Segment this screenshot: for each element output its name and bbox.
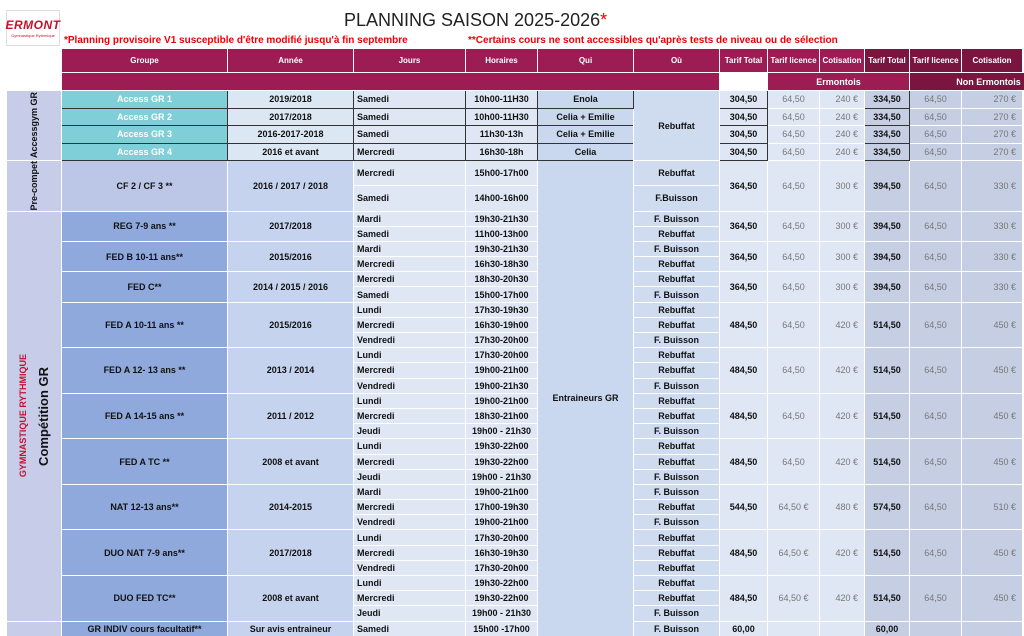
access-tarif-total-non: 334,50 bbox=[865, 143, 910, 161]
group-tarif-total: 484,50 bbox=[720, 576, 768, 622]
group-tarif-total: 364,50 bbox=[720, 161, 768, 212]
header-ou: Où bbox=[634, 49, 720, 73]
access-tarif-total: 304,50 bbox=[720, 91, 768, 109]
group-name: FED C** bbox=[62, 272, 228, 302]
access-groupe: Access GR 3 bbox=[62, 126, 228, 144]
access-horaires: 10h00-11H30 bbox=[466, 108, 538, 126]
group-cotisation-non: 510 € bbox=[962, 484, 1023, 530]
session-horaire: 19h30-21h30 bbox=[466, 241, 538, 256]
group-tarif-total-non: 514,50 bbox=[865, 302, 910, 348]
session-horaire: 17h30-19h30 bbox=[466, 302, 538, 317]
session-lieu: Rebuffat bbox=[634, 560, 720, 575]
session-lieu: F. Buisson bbox=[634, 333, 720, 348]
header-tarif-total-non: Tarif Total bbox=[865, 49, 910, 73]
access-tarif-total: 304,50 bbox=[720, 143, 768, 161]
header-tarif-licence: Tarif licence bbox=[768, 49, 820, 73]
session-horaire: 19h30-21h30 bbox=[466, 211, 538, 226]
access-tarif-licence: 64,50 bbox=[768, 91, 820, 109]
session-row bbox=[7, 272, 1024, 287]
access-tarif-licence: 64,50 bbox=[768, 143, 820, 161]
session-jour: Lundi bbox=[354, 393, 466, 408]
group-cotisation: 480 € bbox=[820, 484, 865, 530]
session-lieu: F. Buisson bbox=[634, 469, 720, 484]
side-precompet-label bbox=[7, 161, 62, 212]
header-horaires: Horaires bbox=[466, 49, 538, 73]
session-jour: Mardi bbox=[354, 241, 466, 256]
session-row bbox=[7, 439, 1024, 454]
group-tarif-licence-non: 64,50 bbox=[910, 302, 962, 348]
header-qui: Qui bbox=[538, 49, 634, 73]
group-cotisation: 420 € bbox=[820, 530, 865, 576]
access-jours: Mercredi bbox=[354, 143, 466, 161]
group-tarif-licence-non: 64,50 bbox=[910, 439, 962, 485]
group-tarif-total: 484,50 bbox=[720, 302, 768, 348]
session-horaire: 19h00-21h00 bbox=[466, 363, 538, 378]
group-tarif-licence-non: 64,50 bbox=[910, 484, 962, 530]
side-precompet-text: Pre-compet bbox=[29, 161, 39, 211]
session-jour: Mercredi bbox=[354, 591, 466, 606]
group-name: CF 2 / CF 3 ** bbox=[62, 161, 228, 212]
group-tarif-licence-non: 64,50 bbox=[910, 241, 962, 271]
session-jour: Jeudi bbox=[354, 424, 466, 439]
access-tarif-licence-non: 64,50 bbox=[910, 91, 962, 109]
title-star: * bbox=[600, 10, 608, 30]
group-tarif-total-non: 394,50 bbox=[865, 161, 910, 212]
qui-entraineurs: Entraineurs GR bbox=[538, 161, 634, 636]
access-annee: 2016 et avant bbox=[228, 143, 354, 161]
session-horaire: 17h30-20h00 bbox=[466, 530, 538, 545]
session-horaire: 15h00-17h00 bbox=[466, 161, 538, 186]
session-horaire: 19h30-22h00 bbox=[466, 439, 538, 454]
group-tarif-total-non: 514,50 bbox=[865, 576, 910, 622]
access-row bbox=[7, 91, 1024, 109]
access-cotisation: 240 € bbox=[820, 91, 865, 109]
indiv-tarif-total-non: 60,00 bbox=[865, 621, 910, 636]
session-horaire: 19h30-22h00 bbox=[466, 576, 538, 591]
group-cotisation: 420 € bbox=[820, 348, 865, 394]
access-qui: Celia + Emilie bbox=[538, 108, 634, 126]
access-tarif-total-non: 334,50 bbox=[865, 126, 910, 144]
header-annee: Année bbox=[228, 49, 354, 73]
session-jour: Mercredi bbox=[354, 408, 466, 423]
session-lieu: F. Buisson bbox=[634, 606, 720, 621]
group-cotisation: 420 € bbox=[820, 302, 865, 348]
group-cotisation: 420 € bbox=[820, 393, 865, 439]
access-cotisation-non: 270 € bbox=[962, 108, 1023, 126]
group-name: FED B 10-11 ans** bbox=[62, 241, 228, 271]
session-lieu: Rebuffat bbox=[634, 530, 720, 545]
access-row bbox=[7, 143, 1024, 161]
side-competition-label bbox=[7, 211, 62, 621]
group-tarif-total: 484,50 bbox=[720, 393, 768, 439]
title-text: PLANNING SAISON 2025-2026 bbox=[344, 10, 601, 30]
group-tarif-licence-non: 64,50 bbox=[910, 530, 962, 576]
session-lieu: Rebuffat bbox=[634, 302, 720, 317]
header-jours: Jours bbox=[354, 49, 466, 73]
session-lieu: Rebuffat bbox=[634, 272, 720, 287]
group-tarif-total-non: 574,50 bbox=[865, 484, 910, 530]
access-tarif-licence: 64,50 bbox=[768, 108, 820, 126]
indiv-tarif-total: 60,00 bbox=[720, 621, 768, 636]
group-tarif-total-non: 514,50 bbox=[865, 393, 910, 439]
group-cotisation-non: 450 € bbox=[962, 393, 1023, 439]
group-tarif-total: 484,50 bbox=[720, 348, 768, 394]
access-cotisation-non: 270 € bbox=[962, 126, 1023, 144]
session-jour: Lundi bbox=[354, 530, 466, 545]
session-jour: Jeudi bbox=[354, 606, 466, 621]
access-row bbox=[7, 126, 1024, 144]
session-horaire: 17h30-20h00 bbox=[466, 348, 538, 363]
indiv-row bbox=[7, 621, 1024, 636]
access-groupe: Access GR 2 bbox=[62, 108, 228, 126]
group-cotisation: 420 € bbox=[820, 576, 865, 622]
session-horaire: 16h30-19h00 bbox=[466, 317, 538, 332]
group-cotisation: 300 € bbox=[820, 241, 865, 271]
session-lieu: F. Buisson bbox=[634, 378, 720, 393]
group-name: DUO NAT 7-9 ans** bbox=[62, 530, 228, 576]
group-annee: 2008 et avant bbox=[228, 439, 354, 485]
session-horaire: 19h30-22h00 bbox=[466, 591, 538, 606]
session-lieu: Rebuffat bbox=[634, 545, 720, 560]
session-jour: Mercredi bbox=[354, 272, 466, 287]
session-lieu: Rebuffat bbox=[634, 500, 720, 515]
subheader-blank bbox=[7, 73, 62, 91]
group-cotisation-non: 450 € bbox=[962, 302, 1023, 348]
page-title bbox=[344, 10, 607, 31]
session-lieu: F. Buisson bbox=[634, 424, 720, 439]
session-jour: Vendredi bbox=[354, 378, 466, 393]
group-tarif-licence: 64,50 € bbox=[768, 576, 820, 622]
session-lieu: F.Buisson bbox=[634, 186, 720, 211]
header-cotisation-non: Cotisation bbox=[962, 49, 1023, 73]
access-qui: Celia + Emilie bbox=[538, 126, 634, 144]
session-horaire: 19h00-21h00 bbox=[466, 515, 538, 530]
session-jour: Lundi bbox=[354, 439, 466, 454]
group-annee: 2008 et avant bbox=[228, 576, 354, 622]
group-tarif-licence: 64,50 bbox=[768, 439, 820, 485]
indiv-horaires: 15h00 -17h00 bbox=[466, 621, 538, 636]
group-tarif-licence-non: 64,50 bbox=[910, 161, 962, 212]
session-jour: Mardi bbox=[354, 211, 466, 226]
session-jour: Mardi bbox=[354, 484, 466, 499]
group-name: FED A 14-15 ans ** bbox=[62, 393, 228, 439]
session-horaire: 17h00-19h30 bbox=[466, 500, 538, 515]
session-horaire: 19h00 - 21h30 bbox=[466, 424, 538, 439]
access-annee: 2019/2018 bbox=[228, 91, 354, 109]
group-cotisation: 300 € bbox=[820, 161, 865, 212]
group-tarif-licence: 64,50 € bbox=[768, 484, 820, 530]
access-groupe: Access GR 1 bbox=[62, 91, 228, 109]
group-tarif-total-non: 514,50 bbox=[865, 439, 910, 485]
group-tarif-licence-non: 64,50 bbox=[910, 576, 962, 622]
session-lieu: Rebuffat bbox=[634, 226, 720, 241]
session-jour: Lundi bbox=[354, 302, 466, 317]
access-qui: Celia bbox=[538, 143, 634, 161]
indiv-groupe: GR INDIV cours facultatif** bbox=[62, 621, 228, 636]
session-row bbox=[7, 302, 1024, 317]
session-jour: Vendredi bbox=[354, 515, 466, 530]
access-tarif-total: 304,50 bbox=[720, 126, 768, 144]
group-tarif-licence: 64,50 bbox=[768, 393, 820, 439]
indiv-cotisation bbox=[820, 621, 865, 636]
session-lieu: Rebuffat bbox=[634, 576, 720, 591]
session-horaire: 15h00-17h00 bbox=[466, 287, 538, 302]
group-tarif-licence: 64,50 bbox=[768, 302, 820, 348]
header-tarif-total: Tarif Total bbox=[720, 49, 768, 73]
session-jour: Mercredi bbox=[354, 545, 466, 560]
session-lieu: F. Buisson bbox=[634, 287, 720, 302]
logo-text: ERMONT bbox=[5, 18, 61, 32]
group-tarif-licence: 64,50 bbox=[768, 211, 820, 241]
group-tarif-total: 484,50 bbox=[720, 439, 768, 485]
access-tarif-licence-non: 64,50 bbox=[910, 108, 962, 126]
group-annee: 2015/2016 bbox=[228, 302, 354, 348]
session-row bbox=[7, 530, 1024, 545]
session-row bbox=[7, 161, 1024, 186]
group-name: REG 7-9 ans ** bbox=[62, 211, 228, 241]
access-tarif-total-non: 334,50 bbox=[865, 108, 910, 126]
group-cotisation: 300 € bbox=[820, 272, 865, 302]
session-jour: Samedi bbox=[354, 226, 466, 241]
session-lieu: F. Buisson bbox=[634, 484, 720, 499]
group-cotisation-non: 330 € bbox=[962, 272, 1023, 302]
subheader-non-ermontois: Non Ermontois bbox=[910, 73, 1024, 91]
session-lieu: Rebuffat bbox=[634, 348, 720, 363]
session-lieu: F. Buisson bbox=[634, 515, 720, 530]
session-row bbox=[7, 484, 1024, 499]
session-row bbox=[7, 348, 1024, 363]
session-row bbox=[7, 211, 1024, 226]
group-name: DUO FED TC** bbox=[62, 576, 228, 622]
group-annee: 2013 / 2014 bbox=[228, 348, 354, 394]
access-cotisation: 240 € bbox=[820, 126, 865, 144]
ermont-logo bbox=[6, 10, 60, 46]
access-tarif-licence-non: 64,50 bbox=[910, 143, 962, 161]
session-jour: Mercredi bbox=[354, 161, 466, 186]
session-horaire: 11h00-13h00 bbox=[466, 226, 538, 241]
group-cotisation: 420 € bbox=[820, 439, 865, 485]
access-jours: Samedi bbox=[354, 91, 466, 109]
session-lieu: Rebuffat bbox=[634, 591, 720, 606]
indiv-tarif-licence-non bbox=[910, 621, 962, 636]
access-qui: Enola bbox=[538, 91, 634, 109]
session-jour: Mercredi bbox=[354, 500, 466, 515]
session-lieu: Rebuffat bbox=[634, 161, 720, 186]
session-horaire: 18h30-20h30 bbox=[466, 272, 538, 287]
access-horaires: 10h00-11H30 bbox=[466, 91, 538, 109]
session-horaire: 17h30-20h00 bbox=[466, 560, 538, 575]
group-name: FED A 10-11 ans ** bbox=[62, 302, 228, 348]
group-cotisation-non: 450 € bbox=[962, 576, 1023, 622]
group-cotisation-non: 330 € bbox=[962, 161, 1023, 212]
side-competition-text: Compétition GR bbox=[35, 366, 51, 466]
session-jour: Vendredi bbox=[354, 560, 466, 575]
session-horaire: 19h00 - 21h30 bbox=[466, 469, 538, 484]
access-ou: Rebuffat bbox=[634, 91, 720, 161]
group-annee: 2014-2015 bbox=[228, 484, 354, 530]
side-access-text: Accessgym GR bbox=[29, 92, 39, 159]
indiv-tarif-licence bbox=[768, 621, 820, 636]
session-horaire: 18h30-21h00 bbox=[466, 408, 538, 423]
logo-subtext: Gymnastique Rythmique bbox=[11, 33, 55, 38]
session-jour: Jeudi bbox=[354, 469, 466, 484]
session-jour: Mercredi bbox=[354, 363, 466, 378]
group-name: FED A 12- 13 ans ** bbox=[62, 348, 228, 394]
planning-table bbox=[6, 48, 1024, 636]
group-tarif-total: 364,50 bbox=[720, 211, 768, 241]
group-annee: 2014 / 2015 / 2016 bbox=[228, 272, 354, 302]
session-lieu: F. Buisson bbox=[634, 241, 720, 256]
group-tarif-total: 364,50 bbox=[720, 241, 768, 271]
subheader-ermontois: Ermontois bbox=[768, 73, 910, 91]
access-groupe: Access GR 4 bbox=[62, 143, 228, 161]
group-annee: 2017/2018 bbox=[228, 530, 354, 576]
group-cotisation-non: 330 € bbox=[962, 241, 1023, 271]
header-blank bbox=[7, 49, 62, 73]
group-annee: 2011 / 2012 bbox=[228, 393, 354, 439]
note-provisional: *Planning provisoire V1 susceptible d'être modifié jusqu'à fin septembre bbox=[64, 35, 408, 46]
access-horaires: 16h30-18h bbox=[466, 143, 538, 161]
header-row bbox=[7, 49, 1024, 73]
session-jour: Mercredi bbox=[354, 454, 466, 469]
access-jours: Samedi bbox=[354, 108, 466, 126]
group-cotisation: 300 € bbox=[820, 211, 865, 241]
group-name: NAT 12-13 ans** bbox=[62, 484, 228, 530]
session-lieu: Rebuffat bbox=[634, 393, 720, 408]
session-lieu: Rebuffat bbox=[634, 408, 720, 423]
group-tarif-total-non: 394,50 bbox=[865, 272, 910, 302]
access-tarif-licence-non: 64,50 bbox=[910, 126, 962, 144]
access-tarif-licence: 64,50 bbox=[768, 126, 820, 144]
access-horaires: 11h30-13h bbox=[466, 126, 538, 144]
indiv-ou: F. Buisson bbox=[634, 621, 720, 636]
session-horaire: 16h30-18h30 bbox=[466, 257, 538, 272]
session-row bbox=[7, 393, 1024, 408]
group-tarif-total: 544,50 bbox=[720, 484, 768, 530]
session-jour: Vendredi bbox=[354, 333, 466, 348]
group-tarif-licence-non: 64,50 bbox=[910, 211, 962, 241]
group-tarif-licence: 64,50 bbox=[768, 161, 820, 212]
session-lieu: Rebuffat bbox=[634, 257, 720, 272]
session-horaire: 16h30-19h30 bbox=[466, 545, 538, 560]
access-row bbox=[7, 108, 1024, 126]
group-tarif-total-non: 394,50 bbox=[865, 211, 910, 241]
header-cotisation: Cotisation bbox=[820, 49, 865, 73]
side-access-label bbox=[7, 91, 62, 161]
group-annee: 2017/2018 bbox=[228, 211, 354, 241]
session-jour: Samedi bbox=[354, 287, 466, 302]
group-annee: 2015/2016 bbox=[228, 241, 354, 271]
session-lieu: Rebuffat bbox=[634, 439, 720, 454]
group-tarif-total: 484,50 bbox=[720, 530, 768, 576]
session-jour: Lundi bbox=[354, 576, 466, 591]
group-tarif-licence: 64,50 bbox=[768, 241, 820, 271]
session-horaire: 19h00 - 21h30 bbox=[466, 606, 538, 621]
group-tarif-total-non: 394,50 bbox=[865, 241, 910, 271]
session-lieu: F. Buisson bbox=[634, 211, 720, 226]
session-horaire: 19h00-21h00 bbox=[466, 393, 538, 408]
session-horaire: 19h00-21h30 bbox=[466, 378, 538, 393]
group-tarif-licence-non: 64,50 bbox=[910, 393, 962, 439]
group-tarif-total-non: 514,50 bbox=[865, 530, 910, 576]
group-tarif-total-non: 514,50 bbox=[865, 348, 910, 394]
side-blank bbox=[7, 621, 62, 636]
indiv-cotisation-non bbox=[962, 621, 1023, 636]
access-jours: Samedi bbox=[354, 126, 466, 144]
session-horaire: 19h30-22h00 bbox=[466, 454, 538, 469]
session-horaire: 17h30-20h00 bbox=[466, 333, 538, 348]
subheader-row bbox=[7, 73, 1024, 91]
subheader-spacer bbox=[62, 73, 720, 91]
group-name: FED A TC ** bbox=[62, 439, 228, 485]
access-annee: 2016-2017-2018 bbox=[228, 126, 354, 144]
group-tarif-licence: 64,50 bbox=[768, 272, 820, 302]
group-tarif-total: 364,50 bbox=[720, 272, 768, 302]
access-annee: 2017/2018 bbox=[228, 108, 354, 126]
header-groupe: Groupe bbox=[62, 49, 228, 73]
note-selection: **Certains cours ne sont accessibles qu'après tests de niveau ou de sélection bbox=[468, 35, 838, 46]
access-tarif-total: 304,50 bbox=[720, 108, 768, 126]
group-tarif-licence: 64,50 bbox=[768, 348, 820, 394]
access-cotisation: 240 € bbox=[820, 108, 865, 126]
session-lieu: Rebuffat bbox=[634, 317, 720, 332]
access-cotisation: 240 € bbox=[820, 143, 865, 161]
session-jour: Lundi bbox=[354, 348, 466, 363]
session-horaire: 14h00-16h00 bbox=[466, 186, 538, 211]
group-tarif-licence: 64,50 € bbox=[768, 530, 820, 576]
indiv-annee: Sur avis entraineur bbox=[228, 621, 354, 636]
session-row bbox=[7, 576, 1024, 591]
session-horaire: 19h00-21h00 bbox=[466, 484, 538, 499]
group-annee: 2016 / 2017 / 2018 bbox=[228, 161, 354, 212]
session-row bbox=[7, 241, 1024, 256]
session-lieu: Rebuffat bbox=[634, 454, 720, 469]
session-lieu: Rebuffat bbox=[634, 363, 720, 378]
session-jour: Samedi bbox=[354, 186, 466, 211]
group-cotisation-non: 450 € bbox=[962, 439, 1023, 485]
group-tarif-licence-non: 64,50 bbox=[910, 348, 962, 394]
group-tarif-licence-non: 64,50 bbox=[910, 272, 962, 302]
header-tarif-licence-non: Tarif licence bbox=[910, 49, 962, 73]
access-cotisation-non: 270 € bbox=[962, 143, 1023, 161]
access-tarif-total-non: 334,50 bbox=[865, 91, 910, 109]
side-gr-text: GYMNASTIQUE RYTHMIQUE bbox=[17, 354, 28, 478]
access-cotisation-non: 270 € bbox=[962, 91, 1023, 109]
group-cotisation-non: 450 € bbox=[962, 530, 1023, 576]
group-cotisation-non: 450 € bbox=[962, 348, 1023, 394]
session-jour: Mercredi bbox=[354, 317, 466, 332]
session-jour: Mercredi bbox=[354, 257, 466, 272]
group-cotisation-non: 330 € bbox=[962, 211, 1023, 241]
indiv-jours: Samedi bbox=[354, 621, 466, 636]
subheader-gap bbox=[720, 73, 768, 91]
